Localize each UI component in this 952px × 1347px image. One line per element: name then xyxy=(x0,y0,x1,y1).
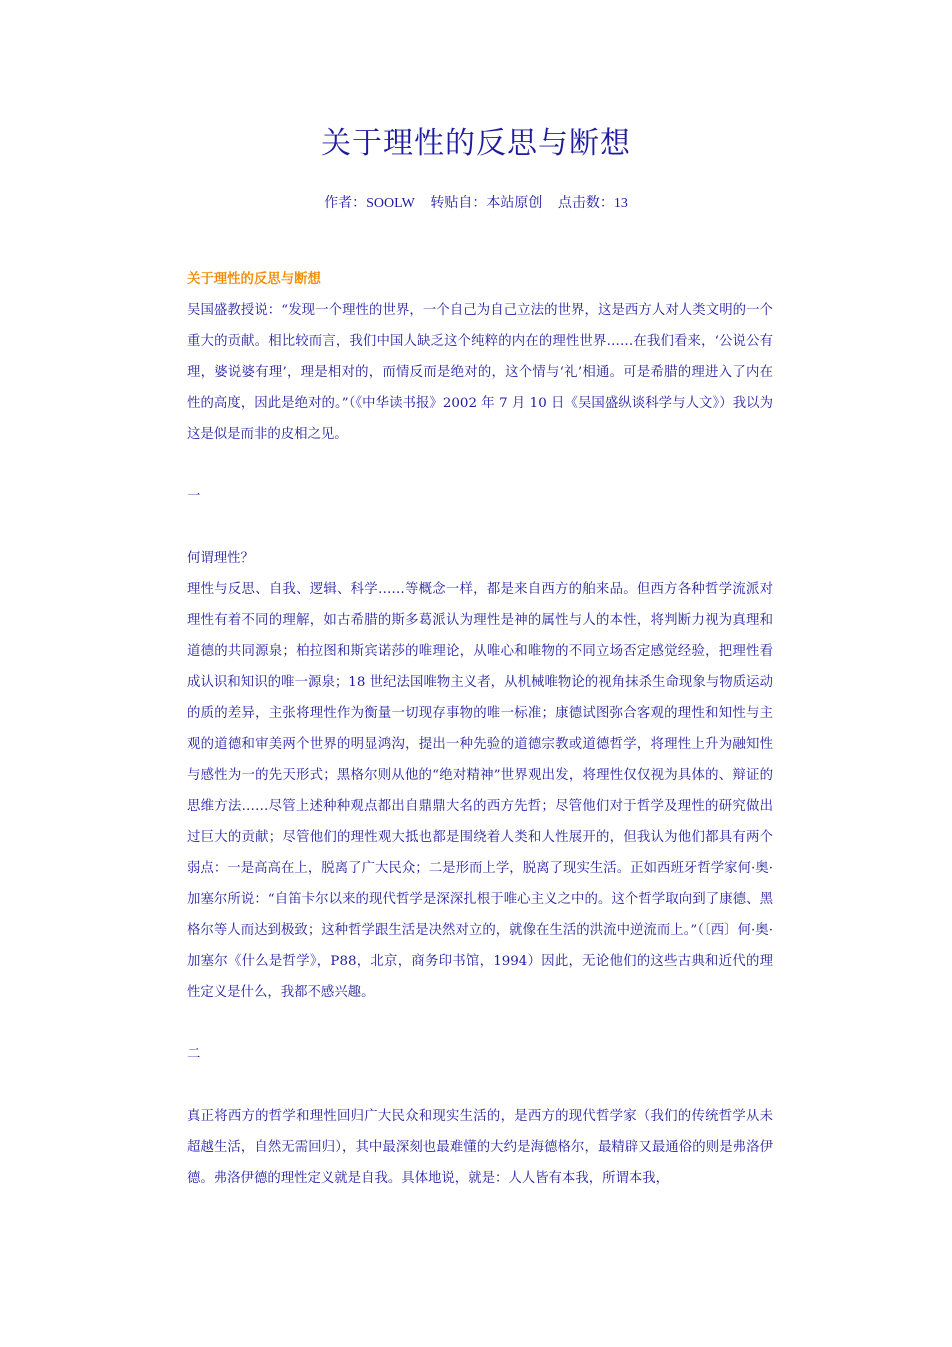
spacer xyxy=(187,1008,773,1039)
page-title: 关于理性的反思与断想 xyxy=(321,126,631,161)
section-one-paragraph: 理性与反思、自我、逻辑、科学……等概念一样，都是来自西方的舶来品。但西方各种哲学流派对理性有着不同的理解，如古希腊的斯多葛派认为理性是神的属性与人的本性，将判断力视为真理和道德的共同源泉；柏拉图和斯宾诺莎的唯理论，从唯心和唯物的不同立场否定感觉经验，把理性看成认识和知识的唯一源泉；18 世纪法国唯物主义者，从机械唯物论的视角抹杀生命现象与物质运动的质的差异，主张将理性作为衡量一切现存事物的唯一标准；康德试图弥合客观的理性和知性与主观的道德和审美两个世界的明显鸿沟，提出一种先验的道德宗教或道德哲学，将理性上升为融知性与感性为一的先天形式；黑格尔则从他的“绝对精神”世界观出发，将理性仅仅视为具体的、辩证的思维方法……尽管上述种种观点都出自鼎鼎大名的西方先哲；尽管他们对于哲学及理性的研究做出过巨大的贡献；尽管他们的理性观大抵也都是围绕着人类和人性展开的，但我认为他们都具有两个弱点：一是高高在上，脱离了广大民众；二是形而上学，脱离了现实生活。正如西班牙哲学家何·奥·加塞尔所说：“自笛卡尔以来的现代哲学是深深扎根于唯心主义之中的。这个哲学取向到了康德、黑格尔等人而达到极致；这种哲学跟生活是决然对立的，就像在生活的洪流中逆流而上。”（〔西〕何·奥·加塞尔《什么是哲学》，P88，北京，商务印书馆，1994）因此，无论他们的这些古典和近代的理性定义是什么，我都不感兴趣。 xyxy=(187,582,773,1000)
section-two-paragraph: 真正将西方的哲学和理性回归广大民众和现实生活的，是西方的现代哲学家（我们的传统哲学从未超越生活，自然无需回归），其中最深刻也最难懂的大约是海德格尔，最精辟又最通俗的则是弗洛伊德。弗洛伊德的理性定义就是自我。具体地说，就是：人人皆有本我，所谓本我， xyxy=(187,1109,773,1186)
section-two-heading: 二 xyxy=(187,1047,201,1062)
spacer xyxy=(187,512,773,543)
spacer xyxy=(187,1070,773,1101)
hit-count: 点击数：13 xyxy=(557,196,628,211)
section-one-heading: 一 xyxy=(187,489,201,504)
article-subtitle: 关于理性的反思与断想 xyxy=(187,271,321,287)
source-info: 转贴自：本站原创 xyxy=(430,196,543,211)
article-body xyxy=(187,264,773,1194)
author-info: 作者：SOOLW xyxy=(324,196,415,211)
spacer xyxy=(187,450,773,481)
intro-paragraph: 吴国盛教授说：“发现一个理性的世界，一个自己为自己立法的世界，这是西方人对人类文明的一个重大的贡献。相比较而言，我们中国人缺乏这个纯粹的内在的理性世界……在我们看来，‘公说公有理，婆说婆有理’，理是相对的，而情反而是绝对的，这个情与‘礼’相通。可是希腊的理进入了内在性的高度，因此是绝对的。”（《中华读书报》2002 年 7 月 10 日《吴国盛纵谈科学与人文》）我以为这是似是而非的皮相之见。 xyxy=(187,303,773,442)
article-meta xyxy=(0,192,952,212)
question-heading: 何谓理性？ xyxy=(187,551,254,566)
